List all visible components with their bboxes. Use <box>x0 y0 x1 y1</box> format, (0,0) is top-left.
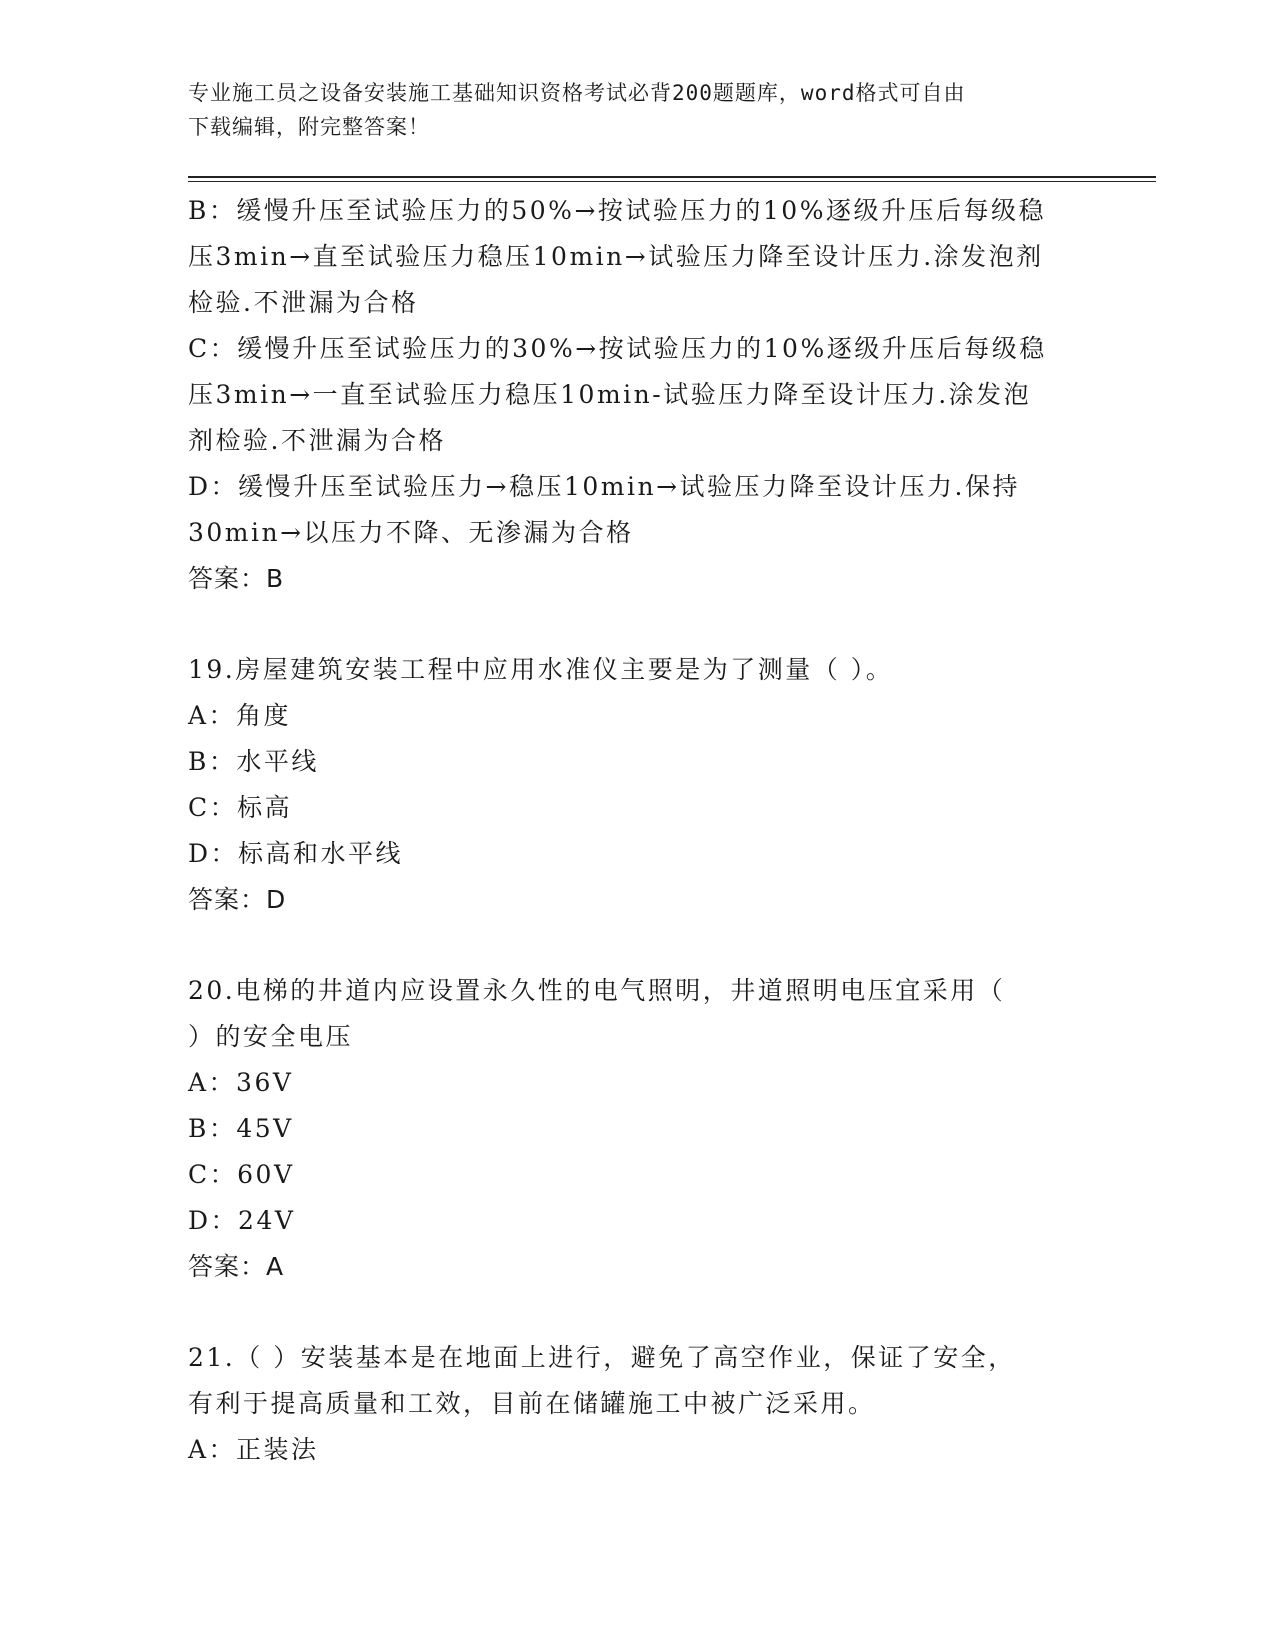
q20-answer: 答案：A <box>188 1252 285 1281</box>
document-header <box>188 76 1068 144</box>
question-21 <box>188 1335 1088 1473</box>
q18-option-b-line-1: B：缓慢升压至试验压力的50%→按试验压力的10%逐级升压后每级稳 <box>188 196 1046 225</box>
q18-option-c-line-2: 压3min→一直至试验压力稳压10min-试验压力降至设计压力.涂发泡 <box>188 380 1032 409</box>
q19-answer: 答案：D <box>188 885 287 914</box>
q20-option-c: C：60V <box>188 1160 295 1189</box>
q18-option-c-line-3: 剂检验.不泄漏为合格 <box>188 426 446 455</box>
q20-stem-line-1: 20.电梯的井道内应设置永久性的电气照明，井道照明电压宜采用（ <box>188 976 1006 1005</box>
q18-option-d-line-1: D：缓慢升压至试验压力→稳压10min→试验压力降至设计压力.保持 <box>188 472 1021 501</box>
q20-option-a: A：36V <box>188 1068 294 1097</box>
header-divider-thin <box>188 181 1156 182</box>
q18-option-c-line-1: C：缓慢升压至试验压力的30%→按试验压力的10%逐级升压后每级稳 <box>188 334 1047 363</box>
q21-stem-line-2: 有利于提高质量和工效，目前在储罐施工中被广泛采用。 <box>188 1389 876 1418</box>
header-line-2: 下载编辑，附完整答案！ <box>188 115 430 139</box>
q18-option-b-line-3: 检验.不泄漏为合格 <box>188 288 419 317</box>
header-divider-thick <box>188 176 1156 178</box>
q18-option-b-line-2: 压3min→直至试验压力稳压10min→试验压力降至设计压力.涂发泡剂 <box>188 242 1044 271</box>
q20-option-b: B：45V <box>188 1114 294 1143</box>
q19-option-a: A：角度 <box>188 701 292 730</box>
q21-stem-line-1: 21.（ ）安装基本是在地面上进行，避免了高空作业，保证了安全， <box>188 1343 1016 1372</box>
q19-option-c: C：标高 <box>188 793 293 822</box>
q21-option-a: A：正装法 <box>188 1435 319 1464</box>
question-19 <box>188 647 1088 923</box>
question-18-continued <box>188 188 1088 602</box>
q20-stem-line-2: ）的安全电压 <box>188 1022 354 1051</box>
q18-answer: 答案：B <box>188 564 285 593</box>
q19-option-b: B：水平线 <box>188 747 319 776</box>
q19-stem: 19.房屋建筑安装工程中应用水准仪主要是为了测量（ ）。 <box>188 655 894 684</box>
header-line-1: 专业施工员之设备安装施工基础知识资格考试必背200题题库，word格式可自由 <box>188 81 966 105</box>
question-20 <box>188 968 1088 1290</box>
q19-option-d: D：标高和水平线 <box>188 839 404 868</box>
document-body <box>188 188 1088 1473</box>
q18-option-d-line-2: 30min→以压力不降、无渗漏为合格 <box>188 518 634 547</box>
q20-option-d: D：24V <box>188 1206 296 1235</box>
